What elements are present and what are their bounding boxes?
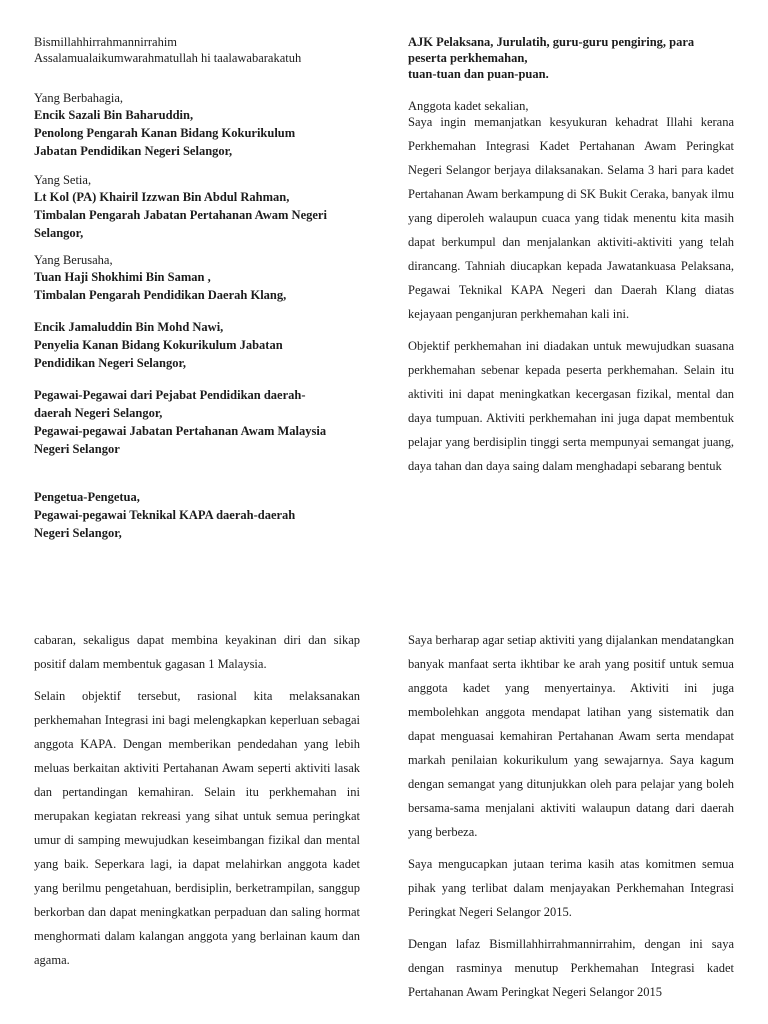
addressee-name: Lt Kol (PA) Khairil Izzwan Bin Abdul Rahman, [34,190,290,204]
paragraph: Dengan lafaz Bismillahhirrahmannirrahim, dengan ini saya dengan rasminya menutup Perkhemahan Integrasi kadet Pertahanan Awam Peringkat Negeri Selangor 2015 [408,937,734,999]
addressee-title: daerah Negeri Selangor, [34,406,163,420]
addressee-title: Pegawai-Pegawai dari Pejabat Pendidikan daerah- [34,388,306,402]
addressee-block-1 [34,90,364,160]
addressee-title: Pegawai-pegawai Teknikal KAPA daerah-daerah [34,508,296,522]
paragraph: Saya ingin memanjatkan kesyukuran kehadrat Illahi kerana Perkhemahan Integrasi Kadet Pertahanan Awam Peringkat Negeri Selangor berjaya dilaksanakan. Selama 3 hari para kadet Pertahanan Awam berkampung di SK Bukit Ceraka, banyak ilmu yang diperoleh walaupun cuaca yang tidak menentu kita masih dapat berkumpul dan menjalankan aktiviti-aktiviti yang telah dirancang. Tahniah diucapkan kepada Jawatankuasa Pelaksana, Pegawai Teknikal KAPA Negeri dan Daerah Klang diatas kejayaan penganjuran perkhemahan kali ini. [408,115,734,321]
addressee-block-6 [34,488,364,542]
addressee-title: Negeri Selangor [34,442,120,456]
addressee-title: Pendidikan Negeri Selangor, [34,356,186,370]
addressee-label: Yang Berusaha, [34,253,113,267]
addressee-title: Pengetua-Pengetua, [34,490,140,504]
addressee-label: Yang Berbahagia, [34,91,123,105]
speech-column-bottom-right [408,628,734,1012]
addressee-name: Encik Jamaluddin Bin Mohd Nawi, [34,320,224,334]
greeting-line-1: Bismillahhirrahmannirrahim [34,35,178,49]
addressee-block-5 [34,386,364,458]
audience-heading: AJK Pelaksana, Jurulatih, guru-guru pengiring, para [408,35,695,49]
addressee-name: Encik Sazali Bin Baharuddin, [34,108,194,122]
addressee-title: Penyelia Kanan Bidang Kokurikulum Jabatan [34,338,283,352]
addressee-name: Tuan Haji Shokhimi Bin Saman , [34,270,211,284]
paragraph: Objektif perkhemahan ini diadakan untuk mewujudkan suasana perkhemahan sebenar kepada peserta perkhemahan. Selain itu aktiviti ini dapat meningkatkan kecergasan fizikal, mental dan daya tumpuan. Aktiviti perkhemahan ini juga dapat membentuk pelajar yang berdisiplin tinggi serta mempunyai semangat juang, daya tahan dan daya saing dalam menghadapi sebarang bentuk [408,339,734,473]
addressee-block-4 [34,318,364,372]
addressee-label: Yang Setia, [34,173,92,187]
audience-heading: tuan-tuan dan puan-puan. [408,67,549,81]
addressee-title: Timbalan Pengarah Pendidikan Daerah Klang, [34,288,287,302]
paragraph: cabaran, sekaligus dapat membina keyakinan diri dan sikap positif dalam membentuk gagasan 1 Malaysia. [34,633,360,671]
paragraph: Saya berharap agar setiap aktiviti yang dijalankan mendatangkan banyak manfaat serta ikhtibar ke arah yang positif untuk semua anggota kadet yang menyertainya. Aktiviti ini juga membolehkan anggota mendapat latihan yang sistematik dan dapat menguasai kemahiran Pertahanan Awam serta mendapat markah penilaian kokurikulum yang sewajarnya. Saya kagum dengan semangat yang ditunjukkan oleh para pelajar yang boleh bersama-sama menjalani aktiviti walaupun datang dari daerah yang berbeza. [408,633,734,839]
speech-column-bottom-left [34,628,360,980]
addressee-block-3 [34,252,364,304]
paragraph: Selain objektif tersebut, rasional kita melaksanakan perkhemahan Integrasi ini bagi melengkapkan keperluan sebagai anggota KAPA. Dengan memberikan pendedahan yang lebih meluas berkaitan aktiviti Pertahanan Awam seperti aktiviti lasak dan pertandingan kemahiran. Selain itu perkhemahan ini merupakan kegiatan rekreasi yang sihat untuk semua peringkat umur di samping mewujudkan keseimbangan fizikal dan mental yang baik. Seperkara lagi, ia dapat melahirkan anggota kadet yang berilmu pengetahuan, berdisiplin, berketrampilan, sanggup berkorban dan dapat meningkatkan perpaduan dan saling hormat menghormati dalam kalangan anggota yang berlainan kaum dan agama. [34,689,360,967]
addressee-title: Selangor, [34,226,84,240]
addressee-title: Timbalan Pengarah Jabatan Pertahanan Awam Negeri [34,208,327,222]
addressee-title: Jabatan Pendidikan Negeri Selangor, [34,144,233,158]
salutation: Anggota kadet sekalian, [408,99,529,113]
addressee-column [34,34,364,542]
audience-heading: peserta perkhemahan, [408,51,528,65]
greeting-line-2: Assalamualaikumwarahmatullah hi taalawabarakatuh [34,51,302,65]
addressee-title: Pegawai-pegawai Jabatan Pertahanan Awam Malaysia [34,424,327,438]
addressee-block-2 [34,172,364,242]
addressee-title: Negeri Selangor, [34,526,122,540]
speech-column-top-right [408,34,734,486]
paragraph: Saya mengucapkan jutaan terima kasih atas komitmen semua pihak yang terlibat dalam menjayakan Perkhemahan Integrasi Peringkat Negeri Selangor 2015. [408,857,734,919]
addressee-title: Penolong Pengarah Kanan Bidang Kokurikulum [34,126,296,140]
